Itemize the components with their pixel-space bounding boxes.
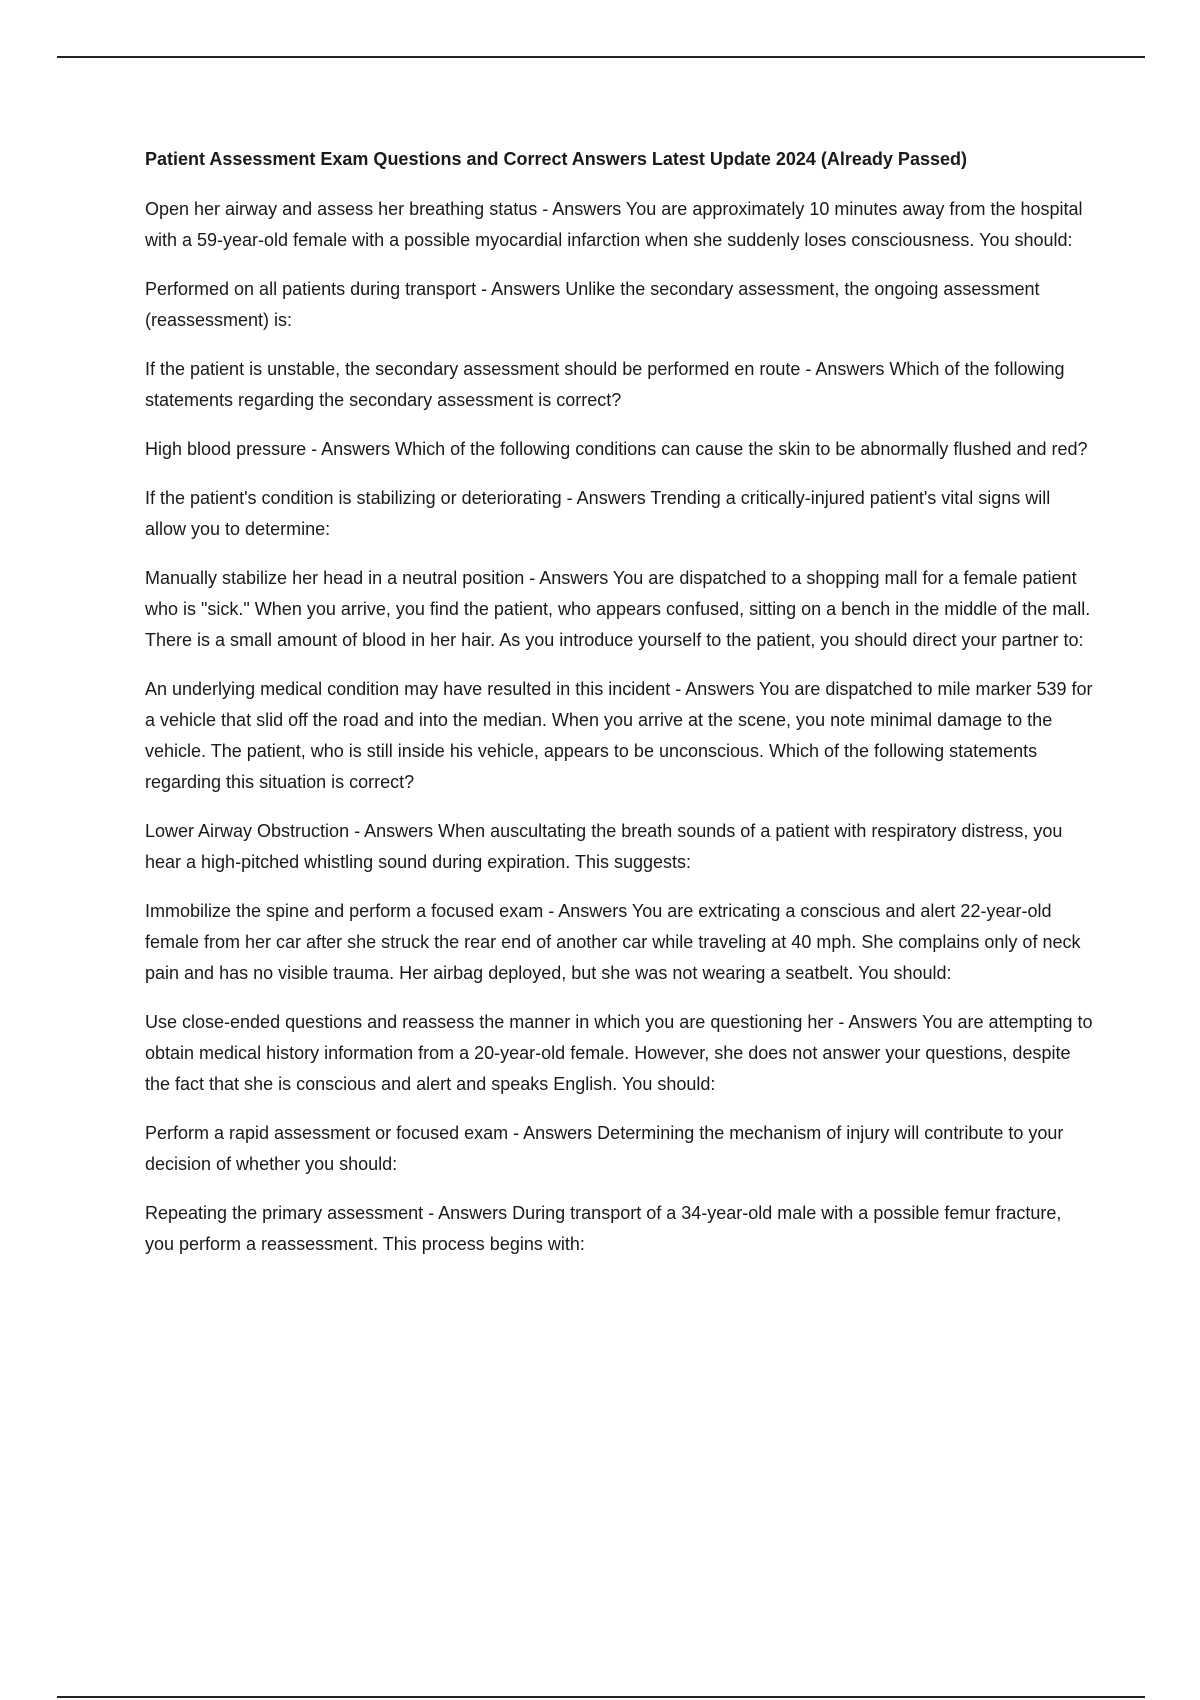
qa-item: Manually stabilize her head in a neutral position - Answers You are dispatched to a shopping mall for a female patient who is "sick." When you arrive, you find the patient, who appears confused, sitting on a bench in the middle of the mall. There is a small amount of blood in her hair. As you introduce yourself to the patient, you should direct your partner to: [145,568,1091,650]
top-rule [57,56,1145,58]
bottom-rule [57,1696,1145,1698]
qa-item: If the patient is unstable, the secondary assessment should be performed en route - Answers Which of the following statements regarding the secondary assessment is correct? [145,359,1065,410]
document-body [145,144,1095,1278]
qa-item: Immobilize the spine and perform a focused exam - Answers You are extricating a conscious and alert 22-year-old female from her car after she struck the rear end of another car while traveling at 40 mph. She complains only of neck pain and has no visible trauma. Her airbag deployed, but she was not wearing a seatbelt. You should: [145,901,1081,983]
qa-item: Open her airway and assess her breathing status - Answers You are approximately 10 minutes away from the hospital with a 59-year-old female with a possible myocardial infarction when she suddenly loses consciousness. You should: [145,199,1083,250]
document-title: Patient Assessment Exam Questions and Correct Answers Latest Update 2024 (Already Passed) [145,149,967,169]
qa-item: If the patient's condition is stabilizing or deteriorating - Answers Trending a critically-injured patient's vital signs will allow you to determine: [145,488,1051,539]
qa-item: Perform a rapid assessment or focused exam - Answers Determining the mechanism of injury will contribute to your decision of whether you should: [145,1123,1064,1174]
qa-item: Repeating the primary assessment - Answers During transport of a 34-year-old male with a possible femur fracture, you perform a reassessment. This process begins with: [145,1203,1062,1254]
qa-item: Use close-ended questions and reassess the manner in which you are questioning her - Answers You are attempting to obtain medical history information from a 20-year-old female. However, she does not answer your questions, despite the fact that she is conscious and alert and speaks English. You should: [145,1012,1093,1094]
qa-item: An underlying medical condition may have resulted in this incident - Answers You are dispatched to mile marker 539 for a vehicle that slid off the road and into the median. When you arrive at the scene, you note minimal damage to the vehicle. The patient, who is still inside his vehicle, appears to be unconscious. Which of the following statements regarding this situation is correct? [145,679,1093,792]
qa-item: High blood pressure - Answers Which of the following conditions can cause the skin to be abnormally flushed and red? [145,439,1088,459]
qa-item: Lower Airway Obstruction - Answers When auscultating the breath sounds of a patient with respiratory distress, you hear a high-pitched whistling sound during expiration. This suggests: [145,821,1063,872]
qa-item: Performed on all patients during transport - Answers Unlike the secondary assessment, the ongoing assessment (reassessment) is: [145,279,1040,330]
